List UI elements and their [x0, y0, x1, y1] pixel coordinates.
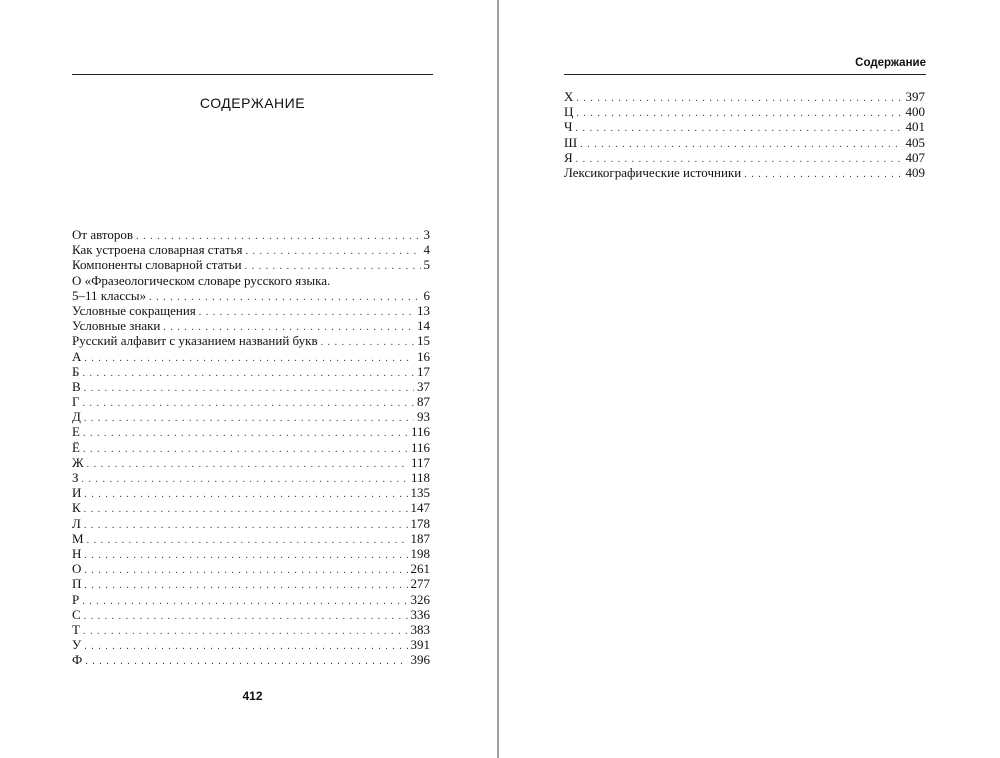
toc-entry-title: Л: [72, 515, 81, 531]
toc-leader-dots: [245, 244, 420, 259]
toc-entry-title: З: [72, 470, 79, 485]
toc-entry: [72, 500, 430, 515]
toc-entry: [564, 89, 925, 104]
toc-entry-page: 336: [410, 606, 430, 622]
toc-entry-page: 3: [423, 227, 430, 242]
toc-entry-page: 397: [905, 89, 925, 104]
toc-entry-title: Компоненты словарной статьи: [72, 257, 242, 273]
toc-entry-page: 16: [417, 348, 430, 364]
toc-leader-dots: [84, 351, 414, 366]
toc-leader-dots: [580, 137, 902, 152]
toc-entry-title: Русский алфавит с указанием названий букв: [72, 333, 318, 349]
toc-entry: [72, 622, 430, 637]
toc-entry: [72, 349, 430, 364]
toc-entry-title: Р: [72, 591, 80, 607]
toc-leader-dots: [84, 411, 414, 426]
toc-leader-dots: [84, 502, 408, 517]
toc-entry: [72, 379, 430, 394]
toc-entry-page: 37: [417, 378, 430, 394]
toc-entry-page: 118: [410, 470, 430, 485]
toc-entry-title: Ц: [564, 104, 574, 120]
toc-entry-page: 15: [417, 333, 430, 349]
toc-entry: [72, 470, 430, 485]
toc-entry-title: А: [72, 348, 82, 364]
toc-leader-dots: [84, 563, 407, 578]
toc-entry-title: Г: [72, 394, 80, 410]
toc-entry-title: От авторов: [72, 227, 134, 242]
toc-entry-title: Т: [72, 621, 80, 637]
toc-entry: [72, 592, 430, 607]
toc-entry-page: 5: [423, 257, 430, 273]
toc-entry: [72, 485, 430, 500]
toc-entry: [72, 561, 430, 576]
toc-leader-dots: [82, 366, 414, 381]
toc-leader-dots: [84, 639, 407, 654]
toc-entry-title: Д: [72, 409, 81, 425]
toc-entry-page: 116: [410, 424, 430, 440]
toc-leader-dots: [83, 442, 408, 457]
running-head: Содержание: [855, 57, 926, 69]
toc-leader-dots: [84, 548, 407, 563]
toc-entry-page: 326: [410, 591, 430, 607]
toc-entry: [72, 455, 430, 470]
toc-entry-title: С: [72, 606, 81, 622]
toc-entry: [72, 546, 430, 561]
toc-entry-page: 13: [417, 302, 430, 318]
toc-entry: [72, 409, 430, 424]
toc-leader-dots: [576, 106, 902, 121]
toc-leader-dots: [84, 578, 407, 593]
toc-leader-dots: [87, 533, 408, 548]
toc-entry-page: 198: [410, 545, 430, 561]
toc-entry: [72, 227, 430, 242]
right-header-rule: [564, 74, 926, 75]
toc-entry-page: 396: [410, 652, 430, 668]
toc-entry-page: 178: [410, 515, 430, 531]
toc-entry-title: Я: [564, 149, 573, 165]
toc-leader-dots: [321, 335, 414, 350]
toc-leader-dots: [576, 91, 902, 106]
toc-entry-title: И: [72, 485, 82, 501]
toc-entry-page: 6: [423, 287, 430, 303]
toc-entry-title: Е: [72, 424, 80, 440]
toc-leader-dots: [744, 167, 902, 182]
toc-leader-dots: [84, 518, 408, 533]
toc-entry-title: Условные знаки: [72, 318, 161, 334]
toc-entry-title: Ё: [72, 439, 80, 455]
toc-entry-title: В: [72, 378, 81, 394]
toc-leader-dots: [83, 396, 414, 411]
toc-entry: [72, 303, 430, 318]
toc-entry-page: 14: [417, 318, 430, 334]
toc-entry-title: Ч: [564, 119, 573, 135]
toc-entry-title: П: [72, 576, 82, 592]
toc-entry: [72, 318, 430, 333]
toc-list-right: [564, 89, 925, 180]
toc-entry-page: 405: [905, 134, 925, 150]
toc-entry-page: 117: [410, 454, 430, 470]
left-header-rule: [72, 74, 433, 75]
toc-entry: [72, 288, 430, 303]
page-gutter: [497, 0, 499, 758]
toc-entry-title: Лексикографические источники: [564, 164, 742, 180]
toc-entry: [72, 652, 430, 667]
toc-entry-title: О «Фразеологическом словаре русского языка.: [72, 272, 331, 288]
toc-entry-page: 391: [410, 637, 430, 653]
toc-entry: [72, 364, 430, 379]
toc-entry: [564, 165, 925, 180]
toc-entry-title: О: [72, 561, 82, 577]
toc-entry-title: М: [72, 530, 84, 546]
toc-entry-page: 409: [905, 164, 925, 180]
toc-entry: [564, 150, 925, 165]
toc-entry-page: 277: [410, 576, 430, 592]
toc-entry-title: Как устроена словарная статья: [72, 242, 243, 258]
toc-entry-page: 401: [905, 119, 925, 135]
toc-leader-dots: [84, 609, 408, 624]
toc-entry-title: Ж: [72, 454, 84, 470]
toc-entry: [72, 394, 430, 409]
toc-entry: [564, 135, 925, 150]
toc-entry: [72, 440, 430, 455]
toc-entry-page: 400: [905, 104, 925, 120]
toc-entry-title: Б: [72, 363, 80, 379]
page-number: 412: [242, 689, 263, 703]
toc-leader-dots: [82, 594, 407, 609]
toc-entry-page: 93: [417, 409, 430, 425]
toc-entry: [72, 607, 430, 622]
toc-entry-title: Условные сокращения: [72, 302, 196, 318]
toc-entry-title: К: [72, 500, 81, 516]
toc-entry-page: 4: [423, 242, 430, 258]
toc-leader-dots: [199, 305, 414, 320]
toc-leader-dots: [83, 624, 408, 639]
toc-leader-dots: [82, 472, 408, 487]
toc-entry-page: 407: [905, 149, 925, 165]
toc-entry: [564, 119, 925, 134]
toc-entry: [72, 333, 430, 348]
toc-leader-dots: [84, 381, 414, 396]
toc-leader-dots: [84, 487, 407, 502]
toc-entry: [72, 273, 430, 288]
toc-entry: [72, 516, 430, 531]
toc-leader-dots: [575, 121, 902, 136]
toc-entry-title: Н: [72, 545, 82, 561]
toc-leader-dots: [87, 457, 408, 472]
toc-entry: [72, 242, 430, 257]
toc-entry-page: 187: [410, 530, 430, 546]
toc-entry: [72, 576, 430, 591]
toc-entry-page: 147: [410, 500, 430, 516]
toc-entry: [72, 424, 430, 439]
toc-entry-title: 5–11 классы»: [72, 287, 147, 303]
toc-entry-title: У: [72, 637, 82, 653]
toc-entry-page: 383: [410, 621, 430, 637]
toc-entry: [72, 637, 430, 652]
toc-entry-page: 87: [417, 394, 430, 410]
toc-entry: [72, 531, 430, 546]
toc-entry: [564, 104, 925, 119]
toc-entry-page: 116: [410, 439, 430, 455]
toc-leader-dots: [85, 654, 407, 669]
toc-entry: [72, 257, 430, 272]
toc-entry-title: Ф: [72, 652, 83, 668]
toc-list-left: [72, 227, 430, 667]
toc-entry-page: 261: [410, 561, 430, 577]
toc-leader-dots: [83, 426, 408, 441]
toc-entry-title: Х: [564, 89, 574, 104]
contents-title: СОДЕРЖАНИЕ: [199, 95, 306, 111]
toc-entry-page: 17: [417, 363, 430, 379]
toc-entry-page: 135: [410, 485, 430, 501]
toc-entry-title: Ш: [564, 134, 578, 150]
